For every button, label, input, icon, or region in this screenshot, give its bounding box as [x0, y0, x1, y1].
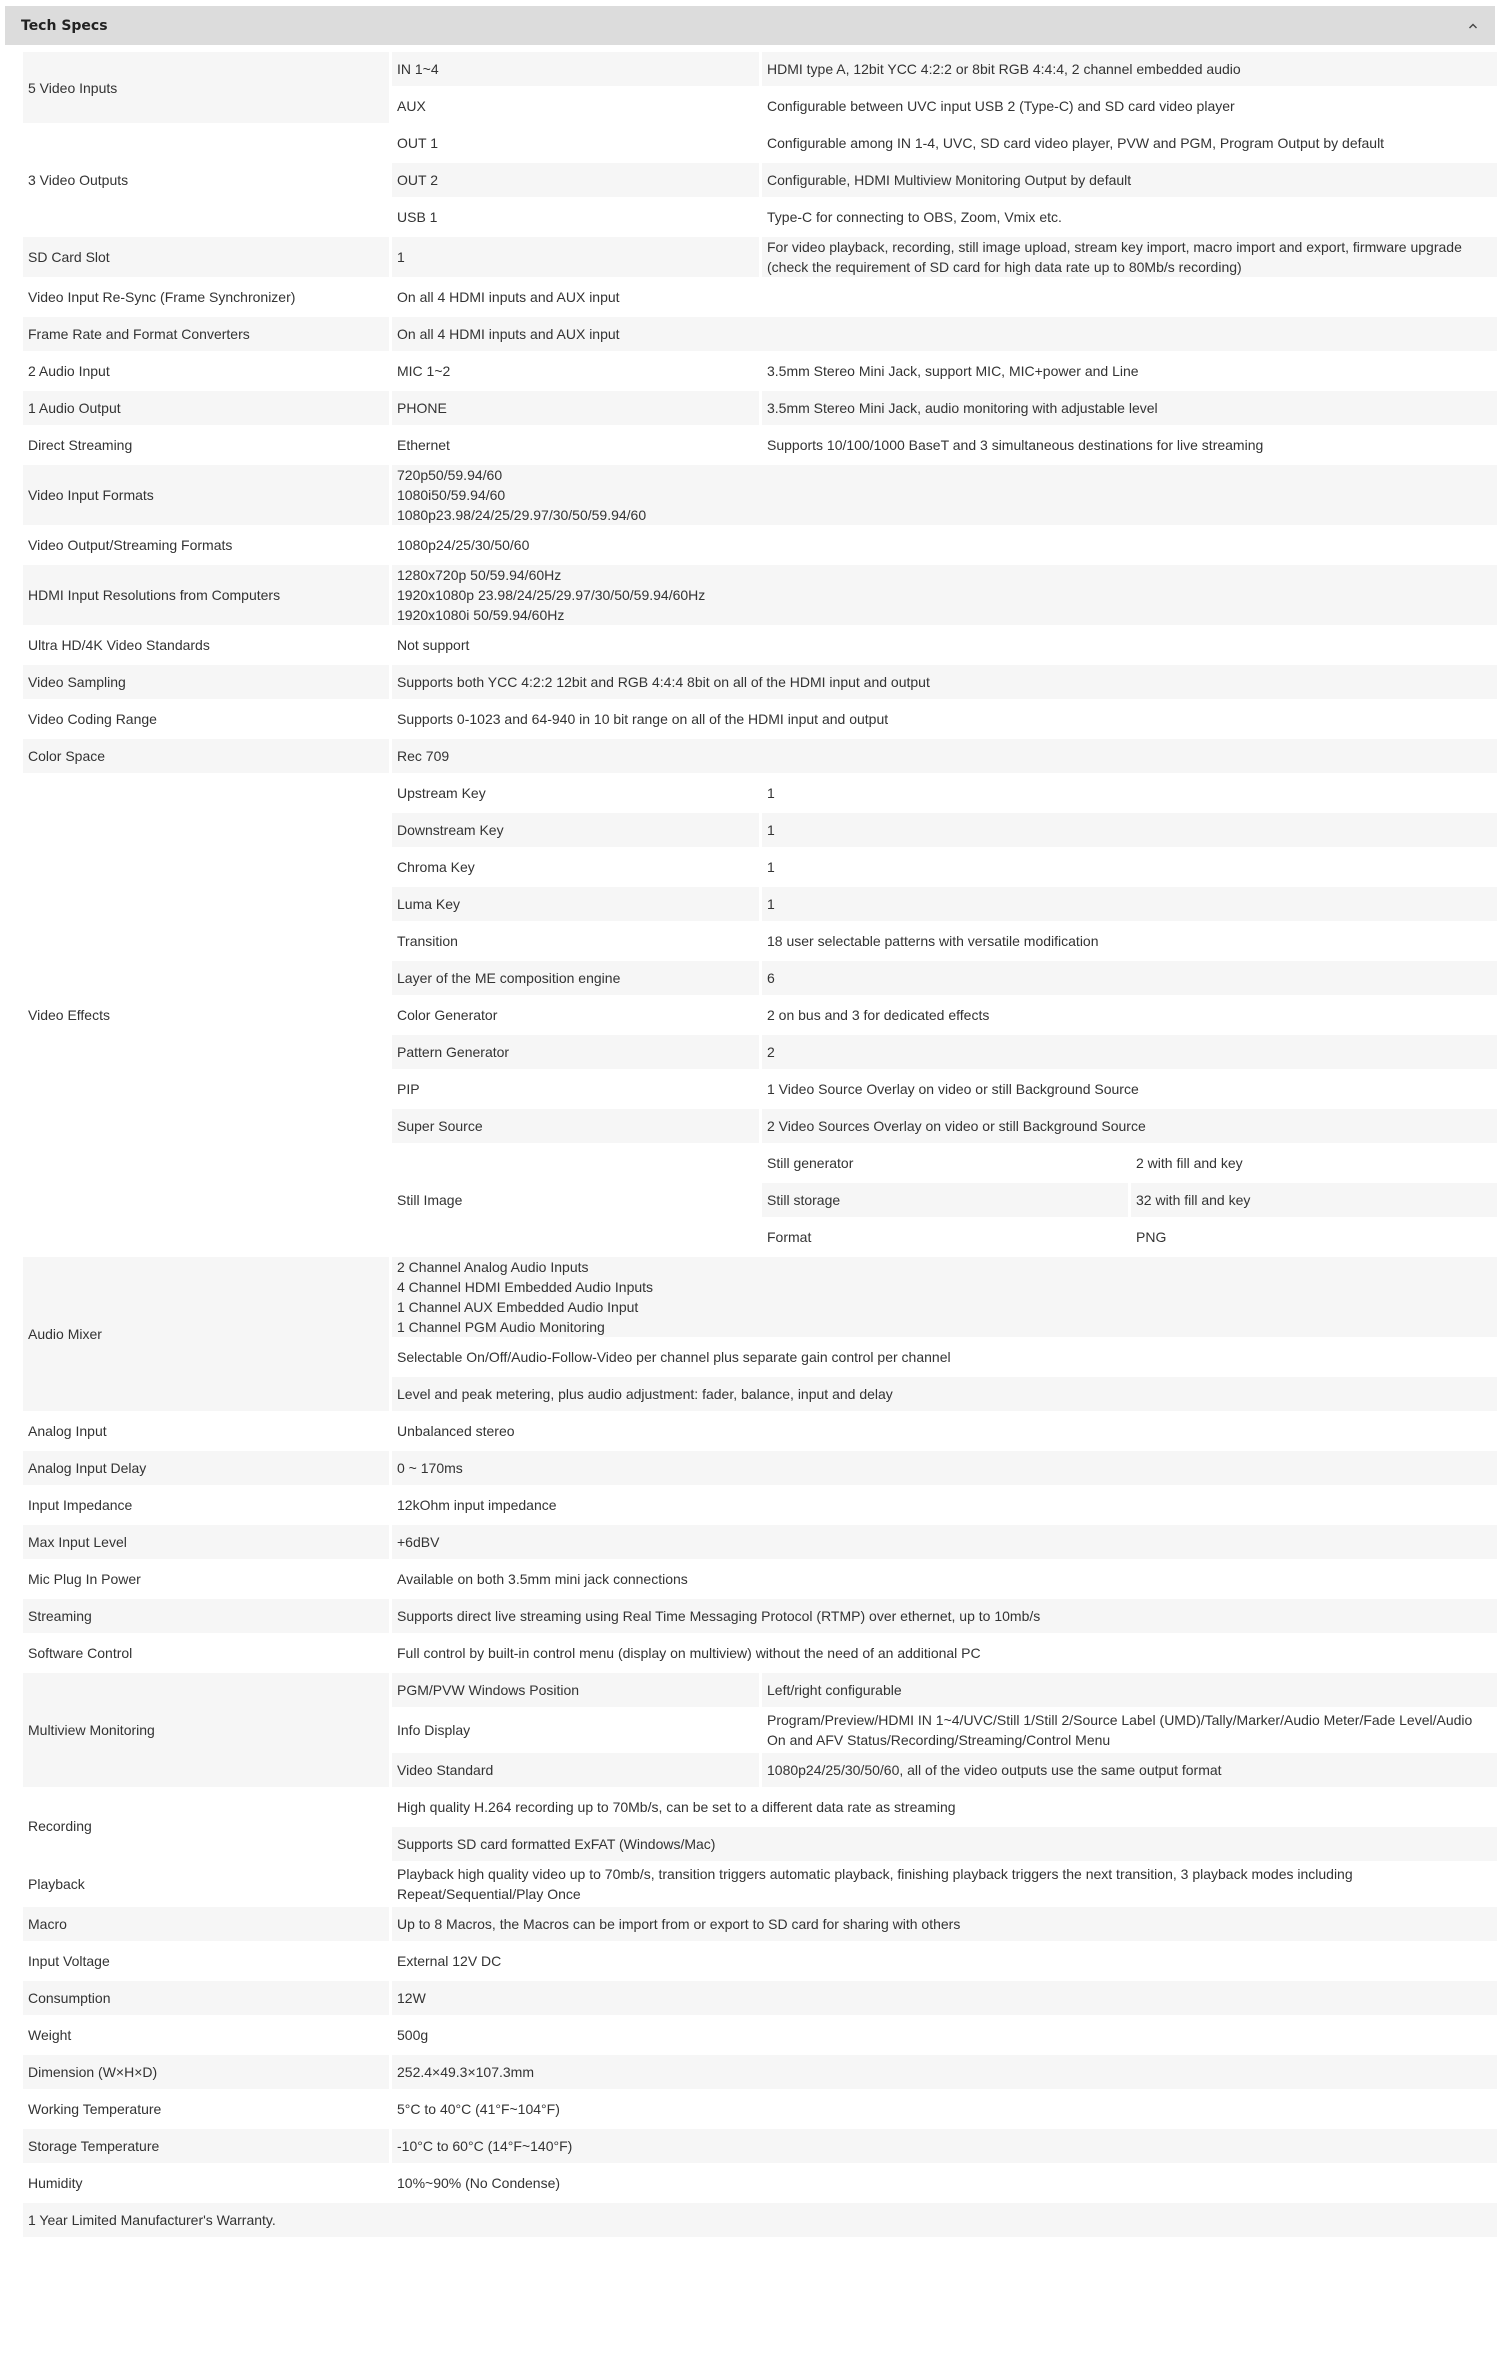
tech-specs-panel [0, 6, 1500, 2240]
spec-value: 252.4×49.3×107.3mm [392, 2055, 1497, 2089]
spec-value: Supports SD card formatted ExFAT (Windows/Mac) [392, 1827, 1497, 1861]
spec-value: 1080p24/25/30/50/60 [392, 528, 1497, 562]
format-line: 720p50/59.94/60 [397, 467, 503, 483]
spec-value [392, 465, 1497, 525]
table-row [23, 126, 1497, 160]
spec-name: Pattern Generator [392, 1035, 759, 1069]
spec-label: Max Input Level [23, 1525, 389, 1559]
spec-name: 1 [392, 237, 759, 277]
spec-value: 18 user selectable patterns with versatile modification [762, 924, 1497, 958]
spec-value: 1 [762, 776, 1497, 810]
spec-value: Configurable, HDMI Multiview Monitoring Output by default [762, 163, 1497, 197]
table-row [23, 1673, 1497, 1707]
spec-value: 2 [762, 1035, 1497, 1069]
table-row [23, 1790, 1497, 1824]
spec-label: Consumption [23, 1981, 389, 2015]
spec-value: 6 [762, 961, 1497, 995]
spec-value: 5°C to 40°C (41°F~104°F) [392, 2092, 1497, 2126]
mixer-line: 2 Channel Analog Audio Inputs [397, 1259, 589, 1275]
table-row [23, 2203, 1497, 2237]
spec-label: Humidity [23, 2166, 389, 2200]
spec-label: Working Temperature [23, 2092, 389, 2126]
spec-name: Transition [392, 924, 759, 958]
spec-value: Unbalanced stereo [392, 1414, 1497, 1448]
spec-name: PGM/PVW Windows Position [392, 1673, 759, 1707]
spec-label: Video Sampling [23, 665, 389, 699]
spec-value: Supports 10/100/1000 BaseT and 3 simultaneous destinations for live streaming [762, 428, 1497, 462]
table-row [23, 2018, 1497, 2052]
spec-label: Weight [23, 2018, 389, 2052]
spec-label: Video Coding Range [23, 702, 389, 736]
spec-value: Rec 709 [392, 739, 1497, 773]
spec-label: Direct Streaming [23, 428, 389, 462]
table-row [23, 776, 1497, 810]
spec-value: 3.5mm Stereo Mini Jack, support MIC, MIC+power and Line [762, 354, 1497, 388]
table-row [23, 1414, 1497, 1448]
mixer-line: 1 Channel PGM Audio Monitoring [397, 1319, 605, 1335]
spec-label: Input Voltage [23, 1944, 389, 1978]
spec-value: Supports 0-1023 and 64-940 in 10 bit range on all of the HDMI input and output [392, 702, 1497, 736]
spec-value: 500g [392, 2018, 1497, 2052]
spec-label: Video Effects [23, 776, 389, 1254]
spec-name: Upstream Key [392, 776, 759, 810]
spec-value: 32 with fill and key [1131, 1183, 1497, 1217]
spec-value: 12kOhm input impedance [392, 1488, 1497, 1522]
spec-value: Full control by built-in control menu (display on multiview) without the need of an additional PC [392, 1636, 1497, 1670]
spec-name: Ethernet [392, 428, 759, 462]
spec-name: OUT 1 [392, 126, 759, 160]
table-row [23, 428, 1497, 462]
spec-name: Chroma Key [392, 850, 759, 884]
spec-value: Available on both 3.5mm mini jack connections [392, 1562, 1497, 1596]
spec-value: Supports direct live streaming using Real Time Messaging Protocol (RTMP) over ethernet, up to 10mb/s [392, 1599, 1497, 1633]
resolution-line: 1920x1080p 23.98/24/25/29.97/30/50/59.94/60Hz [397, 587, 706, 603]
spec-label: Software Control [23, 1636, 389, 1670]
table-row [23, 354, 1497, 388]
spec-name: OUT 2 [392, 163, 759, 197]
table-row [23, 1907, 1497, 1941]
spec-name: Layer of the ME composition engine [392, 961, 759, 995]
spec-label: Recording [23, 1790, 389, 1861]
spec-name: PHONE [392, 391, 759, 425]
spec-label: 3 Video Outputs [23, 126, 389, 234]
spec-name: USB 1 [392, 200, 759, 234]
spec-value: External 12V DC [392, 1944, 1497, 1978]
table-row [23, 2055, 1497, 2089]
spec-name: Video Standard [392, 1753, 759, 1787]
spec-name: Color Generator [392, 998, 759, 1032]
spec-value: On all 4 HDMI inputs and AUX input [392, 280, 1497, 314]
spec-label: Video Output/Streaming Formats [23, 528, 389, 562]
spec-label: Analog Input [23, 1414, 389, 1448]
spec-label: SD Card Slot [23, 237, 389, 277]
table-row [23, 317, 1497, 351]
spec-value: Up to 8 Macros, the Macros can be import from or export to SD card for sharing with others [392, 1907, 1497, 1941]
table-row [23, 237, 1497, 277]
tech-specs-header[interactable] [5, 6, 1495, 45]
spec-subname: Still generator [762, 1146, 1128, 1180]
spec-label: Macro [23, 1907, 389, 1941]
spec-value: 10%~90% (No Condense) [392, 2166, 1497, 2200]
spec-label: Video Input Formats [23, 465, 389, 525]
spec-label: Ultra HD/4K Video Standards [23, 628, 389, 662]
spec-name: Still Image [392, 1146, 759, 1254]
table-row [23, 391, 1497, 425]
format-line: 1080i50/59.94/60 [397, 487, 506, 503]
spec-value: 2 on bus and 3 for dedicated effects [762, 998, 1497, 1032]
spec-label: HDMI Input Resolutions from Computers [23, 565, 389, 625]
spec-label: 5 Video Inputs [23, 52, 389, 123]
spec-value: +6dBV [392, 1525, 1497, 1559]
table-row [23, 1981, 1497, 2015]
spec-value: 2 Video Sources Overlay on video or still Background Source [762, 1109, 1497, 1143]
spec-label: Multiview Monitoring [23, 1673, 389, 1787]
table-row [23, 465, 1497, 525]
table-row [23, 2129, 1497, 2163]
spec-name: IN 1~4 [392, 52, 759, 86]
table-row [23, 628, 1497, 662]
spec-label: Mic Plug In Power [23, 1562, 389, 1596]
spec-label: Color Space [23, 739, 389, 773]
spec-value: 2 with fill and key [1131, 1146, 1497, 1180]
spec-value: 1 [762, 850, 1497, 884]
spec-name: Super Source [392, 1109, 759, 1143]
spec-name: PIP [392, 1072, 759, 1106]
table-row [23, 1864, 1497, 1904]
mixer-line: 1 Channel AUX Embedded Audio Input [397, 1299, 639, 1315]
resolution-line: 1920x1080i 50/59.94/60Hz [397, 607, 565, 623]
resolution-line: 1280x720p 50/59.94/60Hz [397, 567, 562, 583]
spec-value: Not support [392, 628, 1497, 662]
table-row [23, 1944, 1497, 1978]
spec-value: HDMI type A, 12bit YCC 4:2:2 or 8bit RGB 4:4:4, 2 channel embedded audio [762, 52, 1497, 86]
spec-value [392, 565, 1497, 625]
table-row [23, 739, 1497, 773]
spec-value: On all 4 HDMI inputs and AUX input [392, 317, 1497, 351]
specs-table [20, 49, 1500, 2240]
spec-name: Downstream Key [392, 813, 759, 847]
spec-value: -10°C to 60°C (14°F~140°F) [392, 2129, 1497, 2163]
table-row [23, 52, 1497, 86]
spec-name: AUX [392, 89, 759, 123]
spec-subname: Format [762, 1220, 1128, 1254]
spec-label: Analog Input Delay [23, 1451, 389, 1485]
spec-value: 12W [392, 1981, 1497, 2015]
spec-value: 1 [762, 887, 1497, 921]
spec-label: Dimension (W×H×D) [23, 2055, 389, 2089]
spec-label: Video Input Re-Sync (Frame Synchronizer) [23, 280, 389, 314]
table-row [23, 2166, 1497, 2200]
spec-label: Input Impedance [23, 1488, 389, 1522]
spec-value: Selectable On/Off/Audio-Follow-Video per channel plus separate gain control per channel [392, 1340, 1497, 1374]
spec-value: 1080p24/25/30/50/60, all of the video outputs use the same output format [762, 1753, 1497, 1787]
spec-value: Configurable between UVC input USB 2 (Type-C) and SD card video player [762, 89, 1497, 123]
spec-value: 0 ~ 170ms [392, 1451, 1497, 1485]
spec-label: Playback [23, 1864, 389, 1904]
table-row [23, 528, 1497, 562]
spec-value: Playback high quality video up to 70mb/s, transition triggers automatic playback, finishing playback triggers the next transition, 3 playback modes including Repeat/Sequential/Play Once [392, 1864, 1497, 1904]
spec-name: Luma Key [392, 887, 759, 921]
spec-label: Audio Mixer [23, 1257, 389, 1411]
spec-value: For video playback, recording, still image upload, stream key import, macro import and export, firmware upgrade (check the requirement of SD card for high data rate up to 80Mb/s recording) [762, 237, 1497, 277]
table-row [23, 1636, 1497, 1670]
spec-value: PNG [1131, 1220, 1497, 1254]
spec-name: MIC 1~2 [392, 354, 759, 388]
section-title: Tech Specs [21, 17, 108, 34]
spec-label: Streaming [23, 1599, 389, 1633]
spec-subname: Still storage [762, 1183, 1128, 1217]
spec-value [392, 1257, 1497, 1337]
table-row [23, 1488, 1497, 1522]
spec-value: 1 Video Source Overlay on video or still Background Source [762, 1072, 1497, 1106]
spec-value: Program/Preview/HDMI IN 1~4/UVC/Still 1/Still 2/Source Label (UMD)/Tally/Marker/Audio Meter/Fade Level/Audio On and AFV Status/Recording/Streaming/Control Menu [762, 1710, 1497, 1750]
table-row [23, 702, 1497, 736]
spec-label: Frame Rate and Format Converters [23, 317, 389, 351]
spec-value: Configurable among IN 1-4, UVC, SD card video player, PVW and PGM, Program Output by default [762, 126, 1497, 160]
format-line: 1080p23.98/24/25/29.97/30/50/59.94/60 [397, 507, 647, 523]
table-row [23, 1525, 1497, 1559]
spec-value: High quality H.264 recording up to 70Mb/s, can be set to a different data rate as streaming [392, 1790, 1497, 1824]
spec-value: Level and peak metering, plus audio adjustment: fader, balance, input and delay [392, 1377, 1497, 1411]
table-row [23, 1451, 1497, 1485]
table-row [23, 1562, 1497, 1596]
spec-name: Info Display [392, 1710, 759, 1750]
spec-label: Storage Temperature [23, 2129, 389, 2163]
table-row [23, 2092, 1497, 2126]
table-row [23, 1257, 1497, 1337]
mixer-line: 4 Channel HDMI Embedded Audio Inputs [397, 1279, 654, 1295]
spec-value: 3.5mm Stereo Mini Jack, audio monitoring with adjustable level [762, 391, 1497, 425]
spec-value: Type-C for connecting to OBS, Zoom, Vmix etc. [762, 200, 1497, 234]
spec-value: Supports both YCC 4:2:2 12bit and RGB 4:4:4 8bit on all of the HDMI input and output [392, 665, 1497, 699]
spec-value: Left/right configurable [762, 1673, 1497, 1707]
table-row [23, 1599, 1497, 1633]
table-row [23, 665, 1497, 699]
spec-value: 1 [762, 813, 1497, 847]
warranty-text: 1 Year Limited Manufacturer's Warranty. [23, 2203, 1497, 2237]
spec-label: 1 Audio Output [23, 391, 389, 425]
spec-label: 2 Audio Input [23, 354, 389, 388]
table-row [23, 280, 1497, 314]
chevron-up-icon[interactable] [1466, 19, 1480, 33]
table-row [23, 565, 1497, 625]
